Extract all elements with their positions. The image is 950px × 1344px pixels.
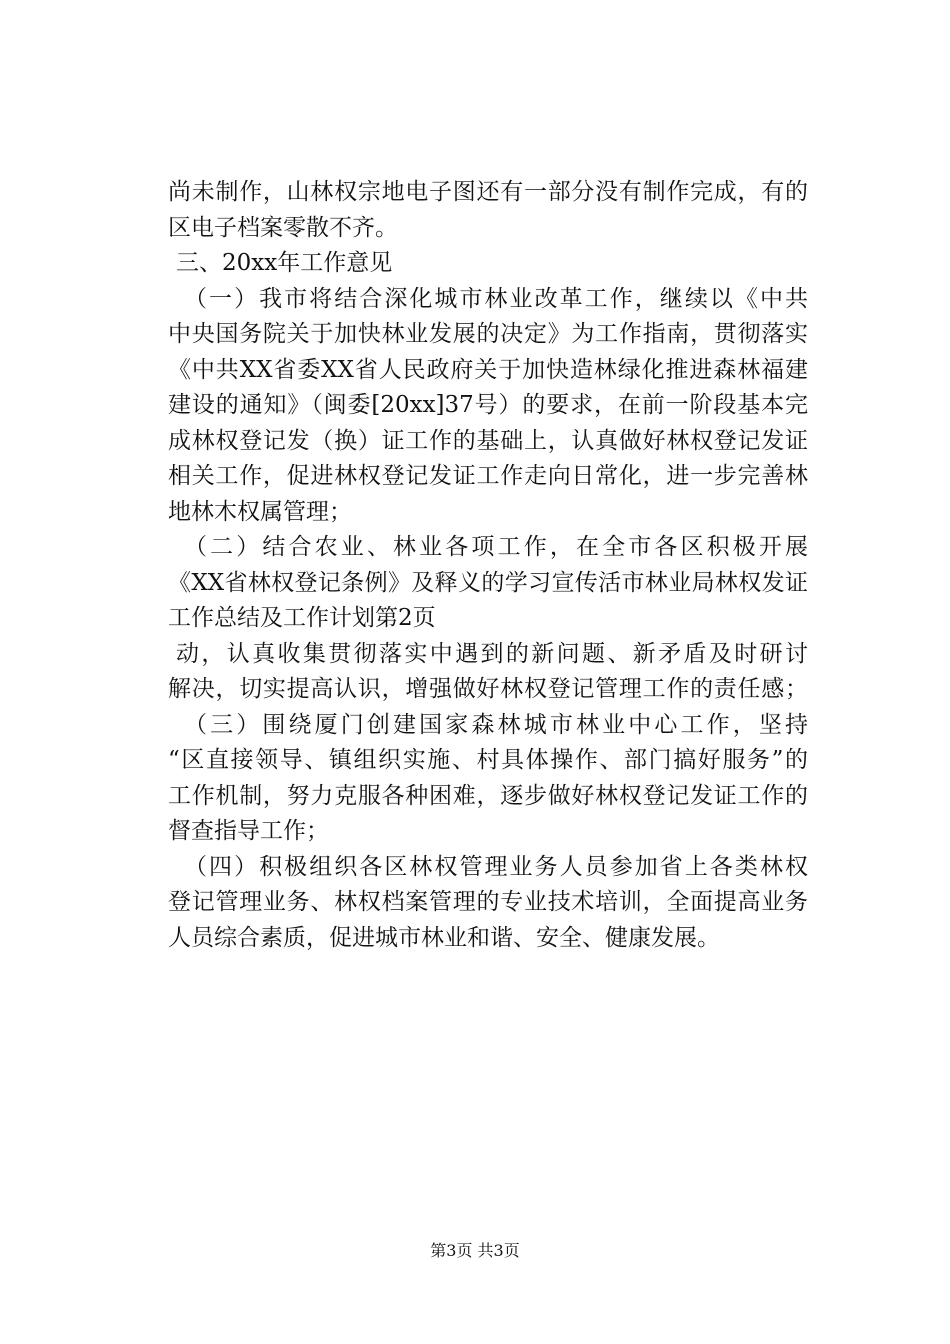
text-line: 区电子档案零散不齐。 bbox=[168, 214, 398, 241]
text-line: 地林木权属管理； bbox=[168, 498, 352, 525]
text-line: 建设的通知》（闽委[20xx]37号）的要求，在前一阶段基本完 bbox=[168, 392, 808, 418]
text-line: 督查指导工作； bbox=[168, 818, 329, 844]
text-line: 相关工作，促进林权登记发证工作走向日常化，进一步完善林 bbox=[168, 463, 808, 489]
text-line: 人员综合素质，促进城市林业和谐、安全、健康发展。 bbox=[168, 924, 720, 951]
paragraph-start: （三）围绕厦门创建国家森林城市林业中心工作，坚持 bbox=[184, 711, 808, 738]
text-line: 《中共XX省委XX省人民政府关于加快造林绿化推进森林福建 bbox=[168, 356, 808, 383]
text-line: 工作机制，努力克服各种困难，逐步做好林权登记发证工作的 bbox=[168, 782, 808, 809]
text-line: 工作总结及工作计划第2页 bbox=[168, 605, 436, 631]
section-heading: 三、20xx年工作意见 bbox=[176, 250, 393, 276]
text-line: 《XX省林权登记条例》及释义的学习宣传活市林业局林权发证 bbox=[168, 569, 808, 596]
paragraph-start: （二）结合农业、林业各项工作，在全市各区积极开展 bbox=[184, 534, 808, 560]
document-body bbox=[168, 175, 808, 956]
text-line: 解决，切实提高认识，增强做好林权登记管理工作的责任感； bbox=[168, 676, 808, 702]
paragraph-start: （一）我市将结合深化城市林业改革工作，继续以《中共 bbox=[184, 285, 808, 312]
text-line: 尚未制作，山林权宗地电子图还有一部分没有制作完成，有的 bbox=[168, 179, 808, 205]
paragraph-start: （四）积极组织各区林权管理业务人员参加省上各类林权 bbox=[184, 853, 808, 880]
text-line: 中央国务院关于加快林业发展的决定》为工作指南，贯彻落实 bbox=[168, 321, 808, 347]
text-line: 成林权登记发（换）证工作的基础上，认真做好林权登记发证 bbox=[168, 427, 808, 454]
text-line: 动，认真收集贯彻落实中遇到的新问题、新矛盾及时研讨 bbox=[176, 640, 808, 667]
text-line: 登记管理业务、林权档案管理的专业技术培训，全面提高业务 bbox=[168, 889, 808, 915]
page-number-footer: 第3页 共3页 bbox=[430, 1241, 520, 1260]
text-line: “区直接领导、镇组织实施、村具体操作、部门搞好服务”的 bbox=[168, 747, 808, 773]
